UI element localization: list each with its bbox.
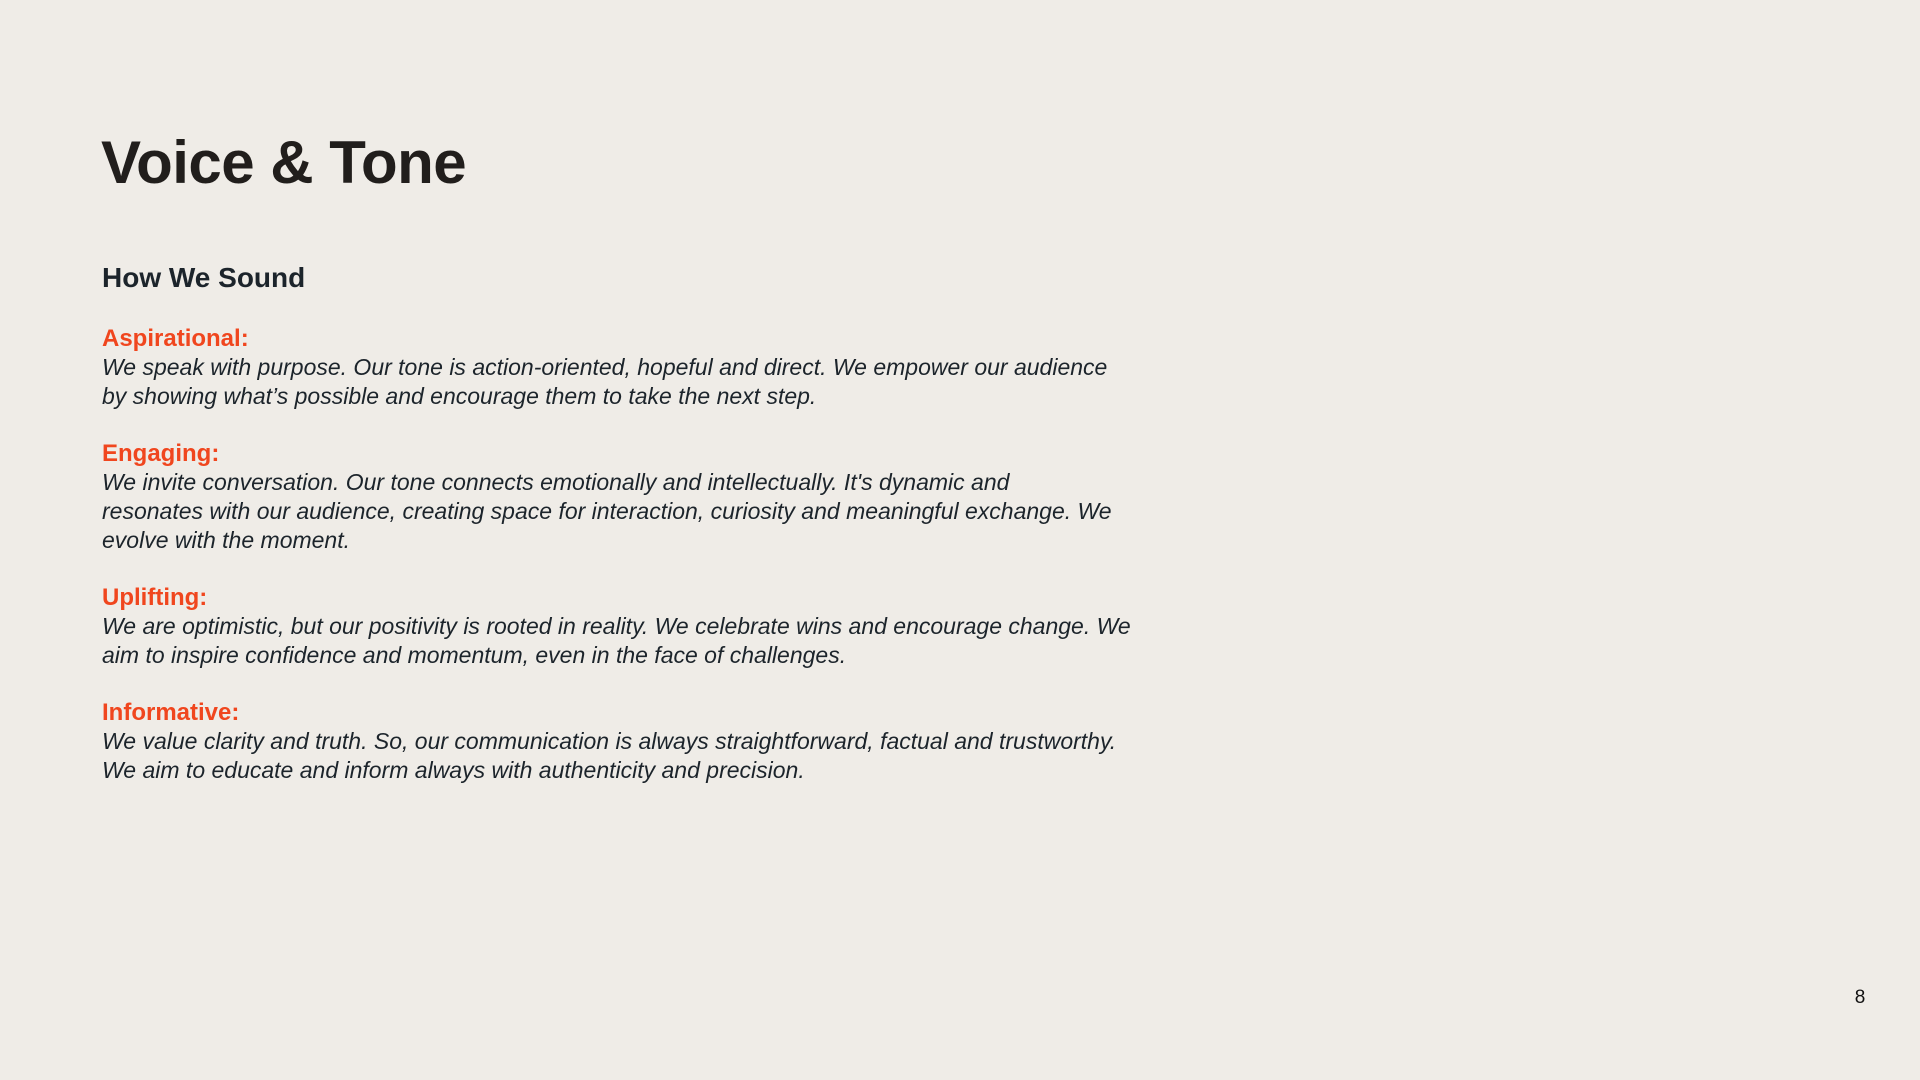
tone-description	[102, 612, 1202, 670]
description-line: by showing what’s possible and encourage them to take the next step.	[102, 383, 817, 409]
tone-description	[102, 353, 1202, 411]
slide-title: Voice & Tone	[101, 129, 467, 196]
description-line: We invite conversation. Our tone connects emotionally and intellectually. It's dynamic and	[102, 469, 1010, 495]
tone-section-informative	[102, 698, 1202, 785]
description-line: We value clarity and truth. So, our communication is always straightforward, factual and trustworthy.	[102, 728, 1117, 754]
tone-label: Uplifting:	[102, 584, 208, 611]
page-number: 8	[1854, 987, 1866, 1008]
description-line: We aim to educate and inform always with authenticity and precision.	[102, 757, 805, 783]
description-line: We are optimistic, but our positivity is rooted in reality. We celebrate wins and encourage change. We	[102, 613, 1131, 639]
description-line: evolve with the moment.	[102, 527, 351, 553]
tone-label: Aspirational:	[102, 325, 249, 352]
tone-section-engaging	[102, 439, 1202, 555]
section-heading: How We Sound	[102, 262, 306, 293]
description-line: We speak with purpose. Our tone is action-oriented, hopeful and direct. We empower our audience	[102, 354, 1108, 380]
tone-section-aspirational	[102, 324, 1202, 411]
tone-label: Engaging:	[102, 440, 220, 467]
description-line: aim to inspire confidence and momentum, even in the face of challenges.	[102, 642, 847, 668]
tone-description	[102, 468, 1202, 555]
tone-description	[102, 727, 1202, 785]
tone-label: Informative:	[102, 699, 240, 726]
description-line: resonates with our audience, creating space for interaction, curiosity and meaningful exchange. We	[102, 498, 1112, 524]
tone-section-uplifting	[102, 583, 1202, 670]
